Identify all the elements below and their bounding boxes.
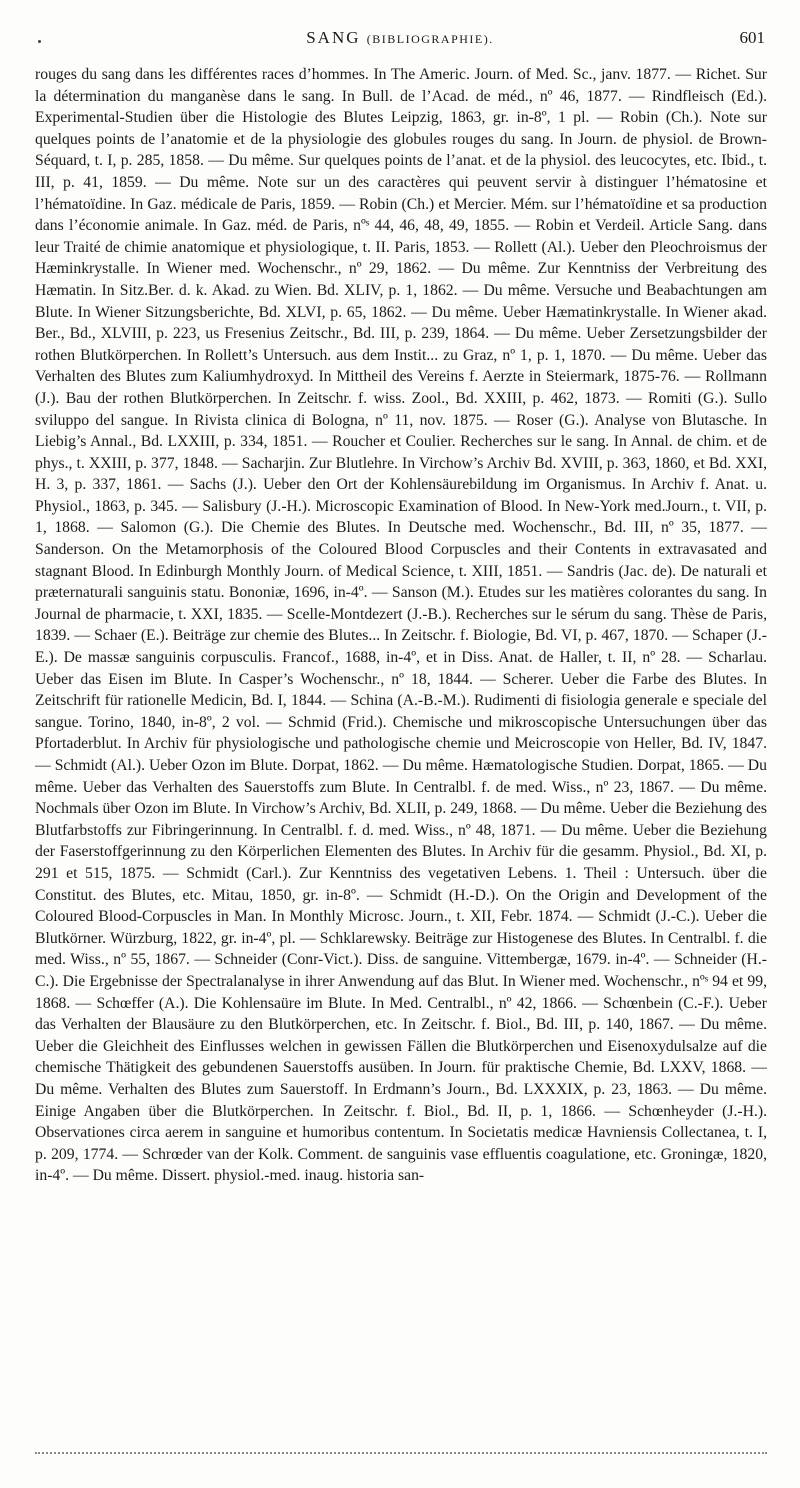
page-number: 601 bbox=[739, 28, 765, 47]
bibliography-text bbox=[35, 64, 767, 1444]
running-head-title: SANG bbox=[306, 28, 361, 47]
running-head-subtitle: (BIBLIOGRAPHIE). bbox=[366, 32, 494, 46]
footer-rule bbox=[35, 1452, 767, 1454]
page-header bbox=[0, 28, 800, 58]
running-head bbox=[0, 28, 800, 48]
bibliography-paragraph: rouges du sang dans les différentes races d’hommes. In The Americ. Journ. of Med. Sc., janv. 1877. — Richet. Sur la détermination du manganèse dans le sang. In Bull. de l’Acad. de méd., nº 46, 1877. — Rindfleisch (Ed.). Experimental-Studien über die Histologie des Blutes Leipzig, 1863, gr. in-8º, 1 pl. — Robin (Ch.). Note sur quelques points de l’anatomie et de la physiologie des globules rouges du sang. In Journ. de physiol. de Brown-Séquard, t. I, p. 285, 1858. — Du même. Sur quelques points de l’anat. et de la physiol. des leucocytes, etc. Ibid., t. III, p. 41, 1859. — Du même. Note sur un des caractères qui peuvent servir à distinguer l’hématosine et l’hématoïdine. In Gaz. médicale de Paris, 1859. — Robin (Ch.) et Mercier. Mém. sur l’hématoïdine et sa production dans l’économie animale. In Gaz. méd. de Paris, nºˢ 44, 46, 48, 49, 1855. — Robin et Verdeil. Article Sang. dans leur Traité de chimie anatomique et physiologique, t. II. Paris, 1853. — Rollett (Al.). Ueber den Pleochroismus der Hæminkrystalle. In Wiener med. Wochenschr., nº 29, 1862. — Du même. Zur Kenntniss der Verbreitung des Hæmatin. In Sitz.Ber. d. k. Akad. zu Wien. Bd. XLIV, p. 1, 1862. — Du même. Versuche und Beabachtungen am Blute. In Wiener Sitzungsberichte, Bd. XLVI, p. 65, 1862. — Du même. Ueber Hæmatinkrystalle. In Wiener akad. Ber., Bd., XLVIII, p. 223, us Fresenius Zeitschr., Bd. III, p. 239, 1864. — Du même. Ueber Zersetzungsbilder der rothen Blutkörperchen. In Rollett’s Untersuch. aus dem Instit... zu Graz, nº 1, p. 1, 1870. — Du même. Ueber das Verhalten des Blutes zum Kaliumhydroxyd. In Mittheil des Vereins f. Aerzte in Steiermark, 1875-76. — Rollmann (J.). Bau der rothen Blutkörperchen. In Zeitschr. f. wiss. Zool., Bd. XXIII, p. 462, 1873. — Romiti (G.). Sullo sviluppo del sangue. In Rivista clinica di Bologna, nº 11, nov. 1875. — Roser (G.). Analyse von Blutasche. In Liebig’s Annal., Bd. LXXIII, p. 334, 1851. — Roucher et Coulier. Recherches sur le sang. In Annal. de chim. et de phys., t. XXIII, p. 377, 1848. — Sacharjin. Zur Blutlehre. In Virchow’s Archiv Bd. XVIII, p. 363, 1860, et Bd. XXI, H. 3, p. 337, 1861. — Sachs (J.). Ueber den Ort der Kohlensäurebildung im Organismus. In Archiv f. Anat. u. Physiol., 1863, p. 345. — Salisbury (J.-H.). Microscopic Examination of Blood. In New-York med.Journ., t. VII, p. 1, 1868. — Salomon (G.). Die Chemie des Blutes. In Deutsche med. Wochenschr., Bd. III, nº 35, 1877. — Sanderson. On the Metamorphosis of the Coloured Blood Corpuscles and their Contents in extravasated and stagnant Blood. In Edinburgh Monthly Journ. of Medical Science, t. XIII, 1851. — Sandris (Jac. de). De naturali et præternaturali sanguinis statu. Bononiæ, 1696, in-4º. — Sanson (M.). Etudes sur les matières colorantes du sang. In Journal de pharmacie, t. XXI, 1835. — Scelle-Montdezert (J.-B.). Recherches sur le sérum du sang. Thèse de Paris, 1839. — Schaer (E.). Beiträge zur chemie des Blutes... In Zeitschr. f. Biologie, Bd. VI, p. 467, 1870. — Schaper (J.-E.). De massæ sanguinis corpusculis. Francof., 1688, in-4º, et in Diss. Anat. de Haller, t. II, nº 28. — Scharlau. Ueber das Eisen im Blute. In Casper’s Wochenschr., nº 18, 1844. — Scherer. Ueber die Farbe des Blutes. In Zeitschrift für rationelle Medicin, Bd. I, 1844. — Schina (A.-B.-M.). Rudimenti di fisiologia generale e speciale del sangue. Torino, 1840, in-8º, 2 vol. — Schmid (Frid.). Chemische und mikroscopische Untersuchungen über das Pfortaderblut. In Archiv für physiologische und pathologische chemie und Meicroscopie von Heller, Bd. IV, 1847. — Schmidt (Al.). Ueber Ozon im Blute. Dorpat, 1862. — Du même. Hæmatologische Studien. Dorpat, 1865. — Du même. Ueber das Verhalten des Sauerstoffs zum Blute. In Centralbl. f. de med. Wiss., nº 23, 1867. — Du même. Nochmals über Ozon im Blute. In Virchow’s Archiv, Bd. XLII, p. 249, 1868. — Du même. Ueber die Beziehung des Blutfarbstoffs zur Fibringerinnung. In Centralbl. f. d. med. Wiss., nº 48, 1871. — Du même. Ueber die Beziehung der Faserstoffgerinnung zu den Körperlichen Elementen des Blutes. In Archiv für die gesamm. Physiol., Bd. XI, p. 291 et 515, 1875. — Schmidt (Carl.). Zur Kenntniss des vegetativen Lebens. 1. Theil : Untersuch. über die Constitut. des Blutes, etc. Mitau, 1850, gr. in-8º. — Schmidt (H.-D.). On the Origin and Development of the Coloured Blood-Corpuscles in Man. In Monthly Microsc. Journ., t. XII, Febr. 1874. — Schmidt (J.-C.). Ueber die Blutkörner. Würzburg, 1822, gr. in-4º, pl. — Schklarewsky. Beiträge zur Histogenese des Blutes. In Centralbl. f. die med. Wiss., nº 55, 1867. — Schneider (Conr-Vict.). Diss. de sanguine. Vittembergæ, 1679. in-4º. — Schneider (H.-C.). Die Ergebnisse der Spectralanalyse in ihrer Anwendung auf das Blut. In Wiener med. Wochenschr., nºˢ 94 et 99, 1868. — Schœffer (A.). Die Kohlensaüre im Blute. In Med. Centralbl., nº 42, 1866. — Schœnbein (C.-F.). Ueber das Verhalten der Blausäure zu den Blutkörperchen, etc. In Zeitschr. f. Biol., Bd. III, p. 140, 1867. — Du même. Ueber die Gleichheit des Einflusses welchen in gewissen Fällen die Blutkörperchen und Eisenoxydulsalze auf die chemische Thätigkeit des gebundenen Sauerstoffs ausüben. In Journ. für praktische Chemie, Bd. LXXV, 1868. — Du même. Verhalten des Blutes zum Sauerstoff. In Erdmann’s Journ., Bd. LXXXIX, p. 23, 1863. — Du même. Einige Angaben über die Blutkörperchen. In Zeitschr. f. Biol., Bd. II, p. 1, 1866. — Schœnheyder (J.-H.). Observationes circa aerem in sanguine et humoribus contentum. In Societatis medicæ Havniensis Collectanea, t. I, p. 209, 1774. — Schrœder van der Kolk. Comment. de sanguinis vase effluentis coagulatione, etc. Groningæ, 1820, in-4º. — Du même. Dissert. physiol.-med. inaug. historia san- bbox=[35, 66, 767, 1185]
